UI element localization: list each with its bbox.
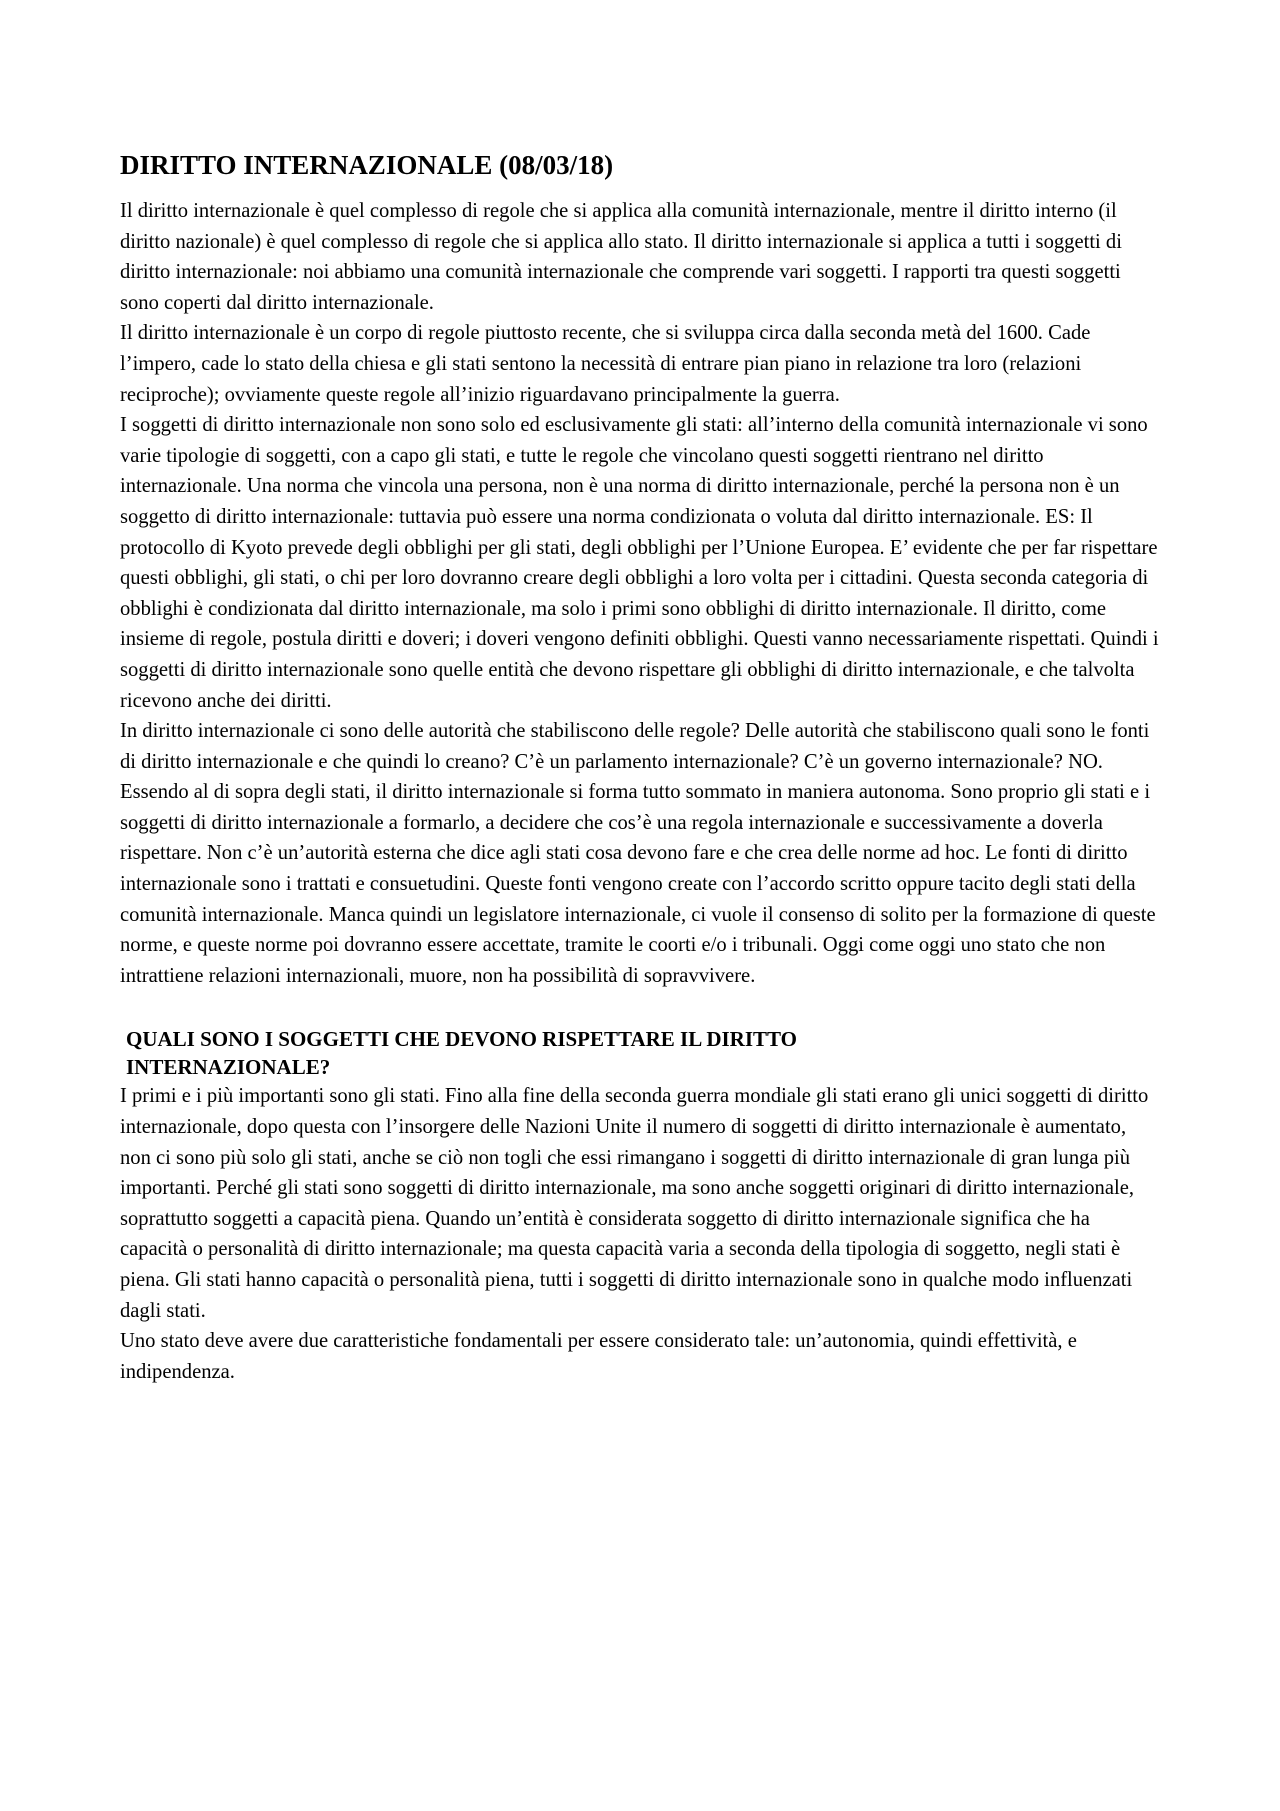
paragraph-intro-1: Il diritto internazionale è quel complesso di regole che si applica alla comunità internazionale, mentre il diritto interno (il diritto nazionale) è quel complesso di regole che si applica allo stato. Il diritto internazionale si applica a tutti i soggetti di diritto internazionale: noi abbiamo una comunità internazionale che comprende vari soggetti. I rapporti tra questi soggetti sono coperti dal diritto internazionale.	[120, 200, 1122, 314]
paragraph-section-1: I primi e i più importanti sono gli stati. Fino alla fine della seconda guerra mondiale gli stati erano gli unici soggetti di diritto internazionale, dopo questa con l’insorgere delle Nazioni Unite il numero di soggetti di diritto internazionale è aumentato, non ci sono più solo gli stati, anche se ciò non togli che essi rimangano i soggetti di diritto internazionale di gran lunga più importanti. Perché gli stati sono soggetti di diritto internazionale, ma sono anche soggetti originari di diritto internazionale, soprattutto soggetti a capacità piena. Quando un’entità è considerata soggetto di diritto internazionale significa che ha capacità o personalità di diritto internazionale; ma questa capacità varia a seconda della tipologia di soggetto, negli stati è piena. Gli stati hanno capacità o personalità piena, tutti i soggetti di diritto internazionale sono in qualche modo influenzati dagli stati.	[120, 1085, 1149, 1322]
document-body	[120, 148, 1160, 1387]
paragraph-intro-3: I soggetti di diritto internazionale non sono solo ed esclusivamente gli stati: all’interno della comunità internazionale vi sono varie tipologie di soggetti, con a capo gli stati, e tutte le regole che vincolano questi soggetti rientrano nel diritto internazionale. Una norma che vincola una persona, non è una norma di diritto internazionale, perché la persona non è un soggetto di diritto internazionale: tuttavia può essere una norma condizionata o voluta dal diritto internazionale. ES: Il protocollo di Kyoto prevede degli obblighi per gli stati, degli obblighi per l’Unione Europea. E’ evidente che per far rispettare questi obblighi, gli stati, o chi per loro dovranno creare degli obblighi a loro volta per i cittadini. Questa seconda categoria di obblighi è condizionata dal diritto internazionale, ma solo i primi sono obblighi di diritto internazionale. Il diritto, come insieme di regole, postula diritti e doveri; i doveri vengono definiti obblighi. Questi vanno necessariamente rispettati. Quindi i soggetti di diritto internazionale sono quelle entità che devono rispettare gli obblighi di diritto internazionale, e che talvolta ricevono anche dei diritti.	[120, 414, 1159, 712]
paragraph-section-2: Uno stato deve avere due caratteristiche fondamentali per essere considerato tale: un’autonomia, quindi effettività, e indipendenza.	[120, 1330, 1077, 1383]
paragraph-intro-5: Essendo al di sopra degli stati, il diritto internazionale si forma tutto sommato in maniera autonoma. Sono proprio gli stati e i soggetti di diritto internazionale a formarlo, a decidere che cos’è una regola internazionale e successivamente a doverla rispettare. Non c’è un’autorità esterna che dice agli stati cosa devono fare e che crea delle norme ad hoc. Le fonti di diritto internazionale sono i trattati e consuetudini. Queste fonti vengono create con l’accordo scritto oppure tacito degli stati della comunità internazionale. Manca quindi un legislatore internazionale, ci vuole il consenso di solito per la formazione di queste norme, e queste norme poi dovranno essere accettate, tramite le coorti e/o i tribunali. Oggi come oggi uno stato che non intrattiene relazioni internazionali, muore, non ha possibilità di sopravvivere.	[120, 781, 1156, 987]
page-title: DIRITTO INTERNAZIONALE (08/03/18)	[120, 150, 614, 180]
paragraph-intro-4: In diritto internazionale ci sono delle autorità che stabiliscono delle regole? Delle autorità che stabiliscono quali sono le fonti di diritto internazionale e che quindi lo creano? C’è un parlamento internazionale? C’è un governo internazionale? NO.	[120, 720, 1150, 773]
section-heading: QUALI SONO I SOGGETTI CHE DEVONO RISPETTARE IL DIRITTO INTERNAZIONALE?	[126, 1027, 797, 1080]
paragraph-intro-2: Il diritto internazionale è un corpo di regole piuttosto recente, che si sviluppa circa dalla seconda metà del 1600. Cade l’impero, cade lo stato della chiesa e gli stati sentono la necessità di entrare pian piano in relazione tra loro (relazioni reciproche); ovviamente queste regole all’inizio riguardavano principalmente la guerra.	[120, 322, 1091, 406]
